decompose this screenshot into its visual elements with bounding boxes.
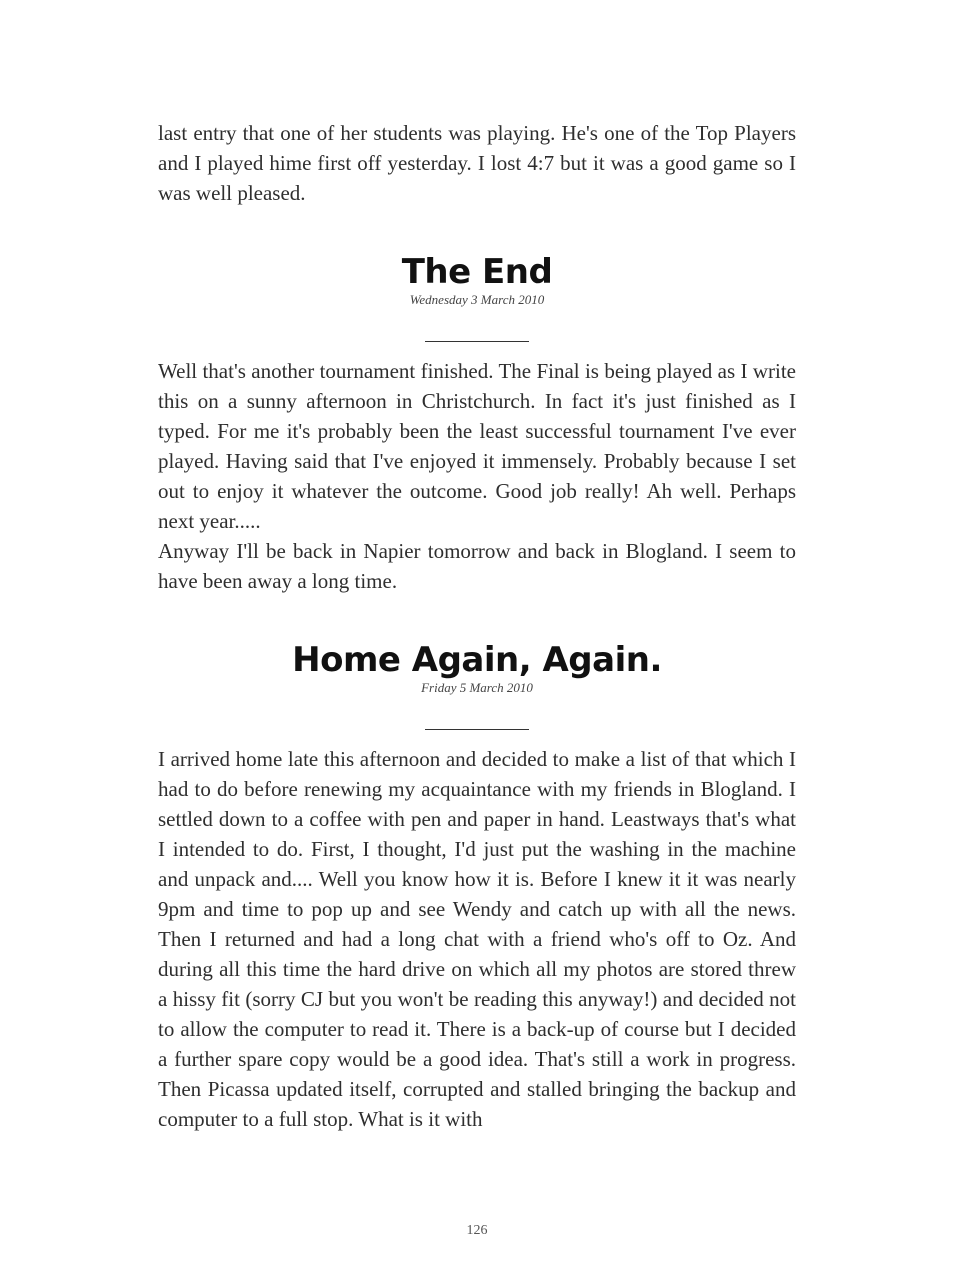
intro-paragraph: last entry that one of her students was playing. He's one of the Top Players and I played hime first off yesterday. I lost 4:7 but it was a good game so I was well pleased. (158, 121, 796, 205)
post-paragraph: Well that's another tournament finished. The Final is being played as I write this on a sunny afternoon in Christchurch. In fact it's just finished as I typed. For me it's probably been the least successful tournament I've ever played. Having said that I've enjoyed it immensely. Probably because I set out to enjoy it whatever the outcome. Good job really! Ah well. Perhaps next year..... (158, 359, 796, 533)
post-date: Wednesday 3 March 2010 (409, 292, 545, 307)
title-divider (425, 341, 529, 342)
post-date: Friday 5 March 2010 (421, 680, 533, 695)
post-title: Home Again, Again. (292, 640, 662, 680)
post-paragraph: Anyway I'll be back in Napier tomorrow and back in Blogland. I seem to have been away a long time. (158, 539, 796, 593)
page-content (158, 118, 796, 1134)
post-title: The End (401, 252, 553, 292)
post-paragraph: I arrived home late this afternoon and decided to make a list of that which I had to do before renewing my acquaintance with my friends in Blogland. I settled down to a coffee with pen and paper in hand. Leastways that's what I intended to do. First, I thought, I'd just put the washing in the machine and unpack and.... Well you know how it is. Before I knew it it was nearly 9pm and time to pop up and see Wendy and catch up with all the news. Then I returned and had a long chat with a friend who's off to Oz. And during all this time the hard drive on which all my photos are stored threw a hissy fit (sorry CJ but you won't be reading this anyway!) and decided not to allow the computer to read it. There is a back-up of course but I decided a further spare copy would be a good idea. That's still a work in progress. Then Picassa updated itself, corrupted and stalled bringing the backup and computer to a full stop. What is it with (158, 747, 796, 1131)
title-divider (425, 729, 529, 730)
post-the-end (158, 252, 796, 596)
post-home-again (158, 640, 796, 1134)
page-number: 126 (466, 1223, 488, 1238)
